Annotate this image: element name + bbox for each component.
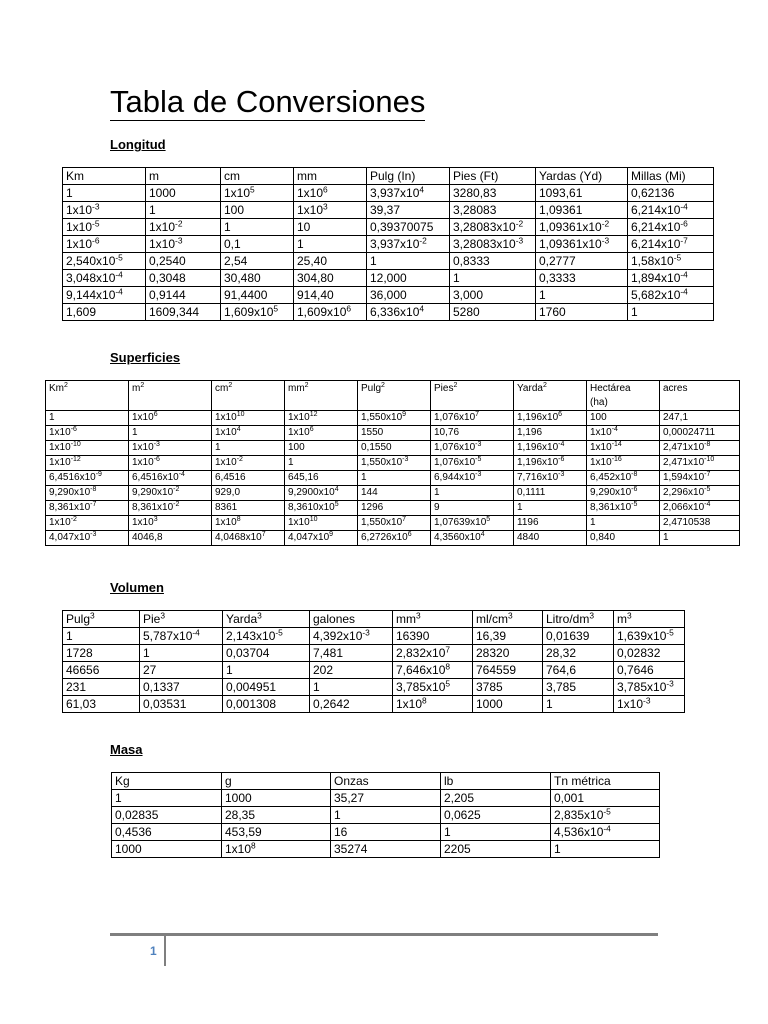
table-cell: $1x10^8$ (393, 696, 473, 713)
table-cell: 10 (294, 219, 367, 236)
table-cell: 16390 (393, 628, 473, 645)
table-cell: 1196 (514, 516, 587, 531)
table-cell: 100 (285, 441, 358, 456)
table-cell: 0,02835 (112, 807, 222, 824)
table-cell: $1x10^{10}$ (212, 411, 285, 426)
column-header: Hectárea (ha) (587, 381, 660, 411)
column-header: $mm^3$ (393, 611, 473, 628)
table-cell: 1000 (112, 841, 222, 858)
table-cell: $1,550x10^7$ (358, 516, 431, 531)
table-cell: 16,39 (473, 628, 543, 645)
table-row (63, 662, 685, 679)
table-cell: 645,16 (285, 471, 358, 486)
table-cell: 7,481 (310, 645, 393, 662)
table-cell: $1x10^{-14}$ (587, 441, 660, 456)
table-cell: 0,39370075 (367, 219, 450, 236)
table-cell: 0,03704 (223, 645, 310, 662)
table-cell: $1x10^{-10}$ (46, 441, 129, 456)
column-header: m (146, 168, 221, 185)
table-cell: 1 (331, 807, 441, 824)
table-cell: 0,001 (551, 790, 660, 807)
table-cell: 1 (441, 824, 551, 841)
table-cell: $1x10^{-4}$ (587, 426, 660, 441)
table-cell: $1x10^{-16}$ (587, 456, 660, 471)
table-cell: 1 (112, 790, 222, 807)
superficies-table (45, 380, 740, 546)
table-cell: $9,290x10^{-8}$ (46, 486, 129, 501)
table-cell: 0,2540 (146, 253, 221, 270)
table-cell: 3,000 (450, 287, 536, 304)
table-cell: 2,54 (221, 253, 294, 270)
table-cell: 304,80 (294, 270, 367, 287)
column-header: Pulg$^2$ (358, 381, 431, 411)
table-cell: 231 (63, 679, 140, 696)
table-cell: $1,196x10^{-4}$ (514, 441, 587, 456)
table-cell: 1 (587, 516, 660, 531)
table-row (46, 411, 740, 426)
table-cell: $4,0468x10^7$ (212, 531, 285, 546)
table-row (63, 645, 685, 662)
table-cell: 0,9144 (146, 287, 221, 304)
table-row (112, 841, 660, 858)
column-header: Tn métrica (551, 773, 660, 790)
table-cell: 1 (536, 287, 628, 304)
table-row (63, 185, 714, 202)
table-cell: $3,28083x10^{-2}$ (450, 219, 536, 236)
table-cell: 1,609 (63, 304, 146, 321)
table-cell: 27 (140, 662, 223, 679)
table-cell: 1093,61 (536, 185, 628, 202)
table-cell: $1,550x10^9$ (358, 411, 431, 426)
table-cell: 0,840 (587, 531, 660, 546)
table-cell: 0,1 (221, 236, 294, 253)
table-cell: 1,196 (514, 426, 587, 441)
column-header: Litro/$dm^3$ (543, 611, 614, 628)
table-cell: $1,550x10^{-3}$ (358, 456, 431, 471)
table-cell: $4,3560x10^4$ (431, 531, 514, 546)
table-cell: 35,27 (331, 790, 441, 807)
table-cell: $3,937x10^4$ (367, 185, 450, 202)
table-row (46, 516, 740, 531)
table-cell: $5,787x10^{-4}$ (140, 628, 223, 645)
table-cell: $1,196x10^{-6}$ (514, 456, 587, 471)
table-cell: 1000 (222, 790, 331, 807)
table-cell: $1x10^8$ (222, 841, 331, 858)
column-header: Pies (Ft) (450, 168, 536, 185)
table-cell: $8,3610x10^5$ (285, 501, 358, 516)
table-cell: 100 (587, 411, 660, 426)
table-row (63, 287, 714, 304)
table-cell: 10,76 (431, 426, 514, 441)
table-cell: 1609,344 (146, 304, 221, 321)
table-cell: 39,37 (367, 202, 450, 219)
section-title-volumen: Volumen (110, 580, 164, 595)
table-cell: $1,639x10^{-5}$ (614, 628, 685, 645)
table-cell: $2,066x10^{-4}$ (660, 501, 740, 516)
section-title-superficies: Superficies (110, 350, 181, 365)
table-cell: $1,594x10^{-7}$ (660, 471, 740, 486)
table-cell: 0,02832 (614, 645, 685, 662)
table-cell: 3785 (473, 679, 543, 696)
table-cell: 1 (514, 501, 587, 516)
table-row (46, 441, 740, 456)
table-cell: 100 (221, 202, 294, 219)
table-cell: 46656 (63, 662, 140, 679)
table-cell: 0,7646 (614, 662, 685, 679)
table-cell: $2,832x10^7$ (393, 645, 473, 662)
table-header-row (46, 381, 740, 411)
table-cell: 764,6 (543, 662, 614, 679)
table-cell: 6,4516 (212, 471, 285, 486)
table-cell: 1 (63, 628, 140, 645)
table-cell: 0,01639 (543, 628, 614, 645)
table-cell: 1 (358, 471, 431, 486)
table-cell: $6,2726x10^6$ (358, 531, 431, 546)
table-cell: 1 (543, 696, 614, 713)
table-cell: 4046,8 (129, 531, 212, 546)
table-cell: $1,09361x10^{-2}$ (536, 219, 628, 236)
table-cell: 9 (431, 501, 514, 516)
table-cell: $1,58x10^{-5}$ (628, 253, 714, 270)
table-cell: $1,609x10^6$ (294, 304, 367, 321)
table-cell: $1x10^{-2}$ (46, 516, 129, 531)
table-row (63, 679, 685, 696)
table-cell: 1 (140, 645, 223, 662)
table-cell: 914,40 (294, 287, 367, 304)
page-number: 1 (150, 944, 157, 958)
table-row (112, 807, 660, 824)
table-cell: 35274 (331, 841, 441, 858)
table-cell: 0,001308 (223, 696, 310, 713)
table-cell: 0,3333 (536, 270, 628, 287)
table-cell: 1760 (536, 304, 628, 321)
table-cell: $4,392x10^{-3}$ (310, 628, 393, 645)
table-cell: 929,0 (212, 486, 285, 501)
table-cell: 1 (310, 679, 393, 696)
table-cell: 1 (450, 270, 536, 287)
table-row (46, 426, 740, 441)
column-header: Pie$^3$ (140, 611, 223, 628)
table-cell: 0,0625 (441, 807, 551, 824)
table-cell: 28,35 (222, 807, 331, 824)
column-header: Yardas (Yd) (536, 168, 628, 185)
table-cell: $2,835x10^{-5}$ (551, 807, 660, 824)
table-cell: $1x10^6$ (129, 411, 212, 426)
table-cell: $6,336x10^4$ (367, 304, 450, 321)
table-cell: 0,3048 (146, 270, 221, 287)
table-cell: $4,047x10^9$ (285, 531, 358, 546)
table-cell: $9,290x10^{-6}$ (587, 486, 660, 501)
table-cell: $3,785x10^{-3}$ (614, 679, 685, 696)
table-cell: $1x10^{-3}$ (129, 441, 212, 456)
table-cell: $1,076x10^{-5}$ (431, 456, 514, 471)
table-cell: $1x10^5$ (221, 185, 294, 202)
table-cell: 1 (431, 486, 514, 501)
table-row (112, 824, 660, 841)
table-row (46, 456, 740, 471)
table-cell: 2205 (441, 841, 551, 858)
table-cell: $7,646x10^8$ (393, 662, 473, 679)
table-cell: $3,785x10^5$ (393, 679, 473, 696)
table-cell: $3,28083x10^{-3}$ (450, 236, 536, 253)
table-row (63, 628, 685, 645)
column-header: $ml/cm^3$ (473, 611, 543, 628)
table-cell: 1000 (146, 185, 221, 202)
table-cell: 1 (223, 662, 310, 679)
table-cell: 36,000 (367, 287, 450, 304)
table-cell: $6,452x10^{-8}$ (587, 471, 660, 486)
table-row (63, 202, 714, 219)
table-cell: $2,296x10^{-5}$ (660, 486, 740, 501)
page-title: Tabla de Conversiones (110, 84, 426, 119)
table-cell: 1 (212, 441, 285, 456)
table-cell: $6,944x10^{-3}$ (431, 471, 514, 486)
table-cell: 1 (628, 304, 714, 321)
table-cell: 202 (310, 662, 393, 679)
table-header-row (63, 611, 685, 628)
table-cell: $1x10^6$ (285, 426, 358, 441)
table-cell: $2,540x10^{-5}$ (63, 253, 146, 270)
table-cell: $3,048x10^{-4}$ (63, 270, 146, 287)
table-cell: 2,4710538 (660, 516, 740, 531)
table-cell: 1 (63, 185, 146, 202)
table-cell: 5280 (450, 304, 536, 321)
column-header: galones (310, 611, 393, 628)
table-cell: $1,196x10^6$ (514, 411, 587, 426)
table-cell: 30,480 (221, 270, 294, 287)
table-cell: 3,785 (543, 679, 614, 696)
table-cell: $1x10^{-3}$ (146, 236, 221, 253)
table-cell: $1x10^{-2}$ (146, 219, 221, 236)
column-header: $cm^2$ (212, 381, 285, 411)
table-header-row (112, 773, 660, 790)
column-header: Millas (Mi) (628, 168, 714, 185)
section-title-masa: Masa (110, 742, 143, 757)
table-cell: 25,40 (294, 253, 367, 270)
table-cell: $1x10^{12}$ (285, 411, 358, 426)
column-header: lb (441, 773, 551, 790)
table-cell: $1,09361x10^{-3}$ (536, 236, 628, 253)
table-cell: $9,144x10^{-4}$ (63, 287, 146, 304)
table-cell: $8,361x10^{-2}$ (129, 501, 212, 516)
column-header: mm (294, 168, 367, 185)
table-cell: 4840 (514, 531, 587, 546)
table-cell: $9,290x10^{-2}$ (129, 486, 212, 501)
table-cell: 0,004951 (223, 679, 310, 696)
table-cell: $6,4516x10^{-9}$ (46, 471, 129, 486)
longitud-table (62, 167, 714, 321)
table-row (46, 486, 740, 501)
table-cell: $1x10^{10}$ (285, 516, 358, 531)
table-cell: 0,2777 (536, 253, 628, 270)
column-header: acres (660, 381, 740, 411)
table-cell: 0,62136 (628, 185, 714, 202)
table-cell: 0,8333 (450, 253, 536, 270)
column-header: Pulg$^3$ (63, 611, 140, 628)
table-cell: $6,214x10^{-6}$ (628, 219, 714, 236)
table-cell: $1x10^{-6}$ (46, 426, 129, 441)
table-cell: $1x10^{-6}$ (63, 236, 146, 253)
table-cell: 247,1 (660, 411, 740, 426)
table-row (63, 219, 714, 236)
footer-vertical-bar (164, 936, 166, 966)
table-cell: 1 (146, 202, 221, 219)
table-cell: 1,09361 (536, 202, 628, 219)
table-cell: 3280,83 (450, 185, 536, 202)
table-cell: $3,937x10^{-2}$ (367, 236, 450, 253)
column-header: Pulg (In) (367, 168, 450, 185)
table-cell: $1x10^8$ (212, 516, 285, 531)
table-row (63, 696, 685, 713)
table-cell: $2,143x10^{-5}$ (223, 628, 310, 645)
column-header: Km (63, 168, 146, 185)
table-cell: $1x10^{-6}$ (129, 456, 212, 471)
table-cell: $1x10^{-3}$ (614, 696, 685, 713)
table-row (63, 304, 714, 321)
table-cell: 28,32 (543, 645, 614, 662)
table-cell: $4,047x10^{-3}$ (46, 531, 129, 546)
column-header: Kg (112, 773, 222, 790)
table-cell: $7,716x10^{-3}$ (514, 471, 587, 486)
masa-table (111, 772, 660, 858)
table-cell: 1 (285, 456, 358, 471)
table-cell: 1000 (473, 696, 543, 713)
table-cell: $5,682x10^{-4}$ (628, 287, 714, 304)
table-cell: $9,2900x10^4$ (285, 486, 358, 501)
table-cell: $1x10^{-3}$ (63, 202, 146, 219)
table-cell: 8361 (212, 501, 285, 516)
column-header: $m^3$ (614, 611, 685, 628)
table-cell: $1x10^6$ (294, 185, 367, 202)
table-cell: $8,361x10^{-7}$ (46, 501, 129, 516)
table-cell: 1550 (358, 426, 431, 441)
table-cell: $6,214x10^{-7}$ (628, 236, 714, 253)
table-cell: 1 (551, 841, 660, 858)
column-header: $mm^2$ (285, 381, 358, 411)
table-cell: 1 (367, 253, 450, 270)
table-row (112, 790, 660, 807)
table-cell: 0,2642 (310, 696, 393, 713)
table-cell: $4,536x10^{-4}$ (551, 824, 660, 841)
table-cell: $1x10^{-5}$ (63, 219, 146, 236)
table-cell: $6,4516x10^{-4}$ (129, 471, 212, 486)
table-header-row (63, 168, 714, 185)
table-cell: 3,28083 (450, 202, 536, 219)
table-cell: $2,471x10^{-10}$ (660, 456, 740, 471)
table-cell: $1,609x10^5$ (221, 304, 294, 321)
table-cell: 144 (358, 486, 431, 501)
table-row (63, 270, 714, 287)
table-cell: 2,205 (441, 790, 551, 807)
table-row (63, 253, 714, 270)
table-cell: $8,361x10^{-5}$ (587, 501, 660, 516)
table-cell: $1,076x10^{-3}$ (431, 441, 514, 456)
table-cell: 0,1337 (140, 679, 223, 696)
table-cell: $1,076x10^7$ (431, 411, 514, 426)
table-cell: 453,59 (222, 824, 331, 841)
table-row (46, 471, 740, 486)
table-row (46, 501, 740, 516)
table-cell: $1x10^3$ (129, 516, 212, 531)
column-header: cm (221, 168, 294, 185)
table-cell: 1728 (63, 645, 140, 662)
table-cell: 1 (221, 219, 294, 236)
table-cell: 28320 (473, 645, 543, 662)
table-cell: 91,4400 (221, 287, 294, 304)
column-header: Yarda$^3$ (223, 611, 310, 628)
table-cell: $1x10^{-2}$ (212, 456, 285, 471)
table-row (46, 531, 740, 546)
table-cell: 1 (294, 236, 367, 253)
table-cell: 0,00024711 (660, 426, 740, 441)
table-cell: 1 (660, 531, 740, 546)
column-header: Km$^2$ (46, 381, 129, 411)
column-header: $m^2$ (129, 381, 212, 411)
table-cell: 0,1111 (514, 486, 587, 501)
table-cell: 12,000 (367, 270, 450, 287)
column-header: Yarda$^2$ (514, 381, 587, 411)
table-cell: 1 (129, 426, 212, 441)
table-cell: 0,1550 (358, 441, 431, 456)
section-title-longitud: Longitud (110, 137, 166, 152)
table-cell: $6,214x10^{-4}$ (628, 202, 714, 219)
table-cell: $1x10^{-12}$ (46, 456, 129, 471)
table-cell: $1x10^4$ (212, 426, 285, 441)
table-cell: 764559 (473, 662, 543, 679)
table-cell: 16 (331, 824, 441, 841)
column-header: Pies$^2$ (431, 381, 514, 411)
table-cell: 0,03531 (140, 696, 223, 713)
table-row (63, 236, 714, 253)
table-cell: 1296 (358, 501, 431, 516)
footer-divider (110, 933, 658, 936)
table-cell: $1x10^3$ (294, 202, 367, 219)
table-cell: $2,471x10^{-8}$ (660, 441, 740, 456)
table-cell: 61,03 (63, 696, 140, 713)
table-cell: $1,07639x10^5$ (431, 516, 514, 531)
table-cell: $1,894x10^{-4}$ (628, 270, 714, 287)
column-header: g (222, 773, 331, 790)
volumen-table (62, 610, 685, 713)
column-header: Onzas (331, 773, 441, 790)
table-cell: 0,4536 (112, 824, 222, 841)
table-cell: 1 (46, 411, 129, 426)
